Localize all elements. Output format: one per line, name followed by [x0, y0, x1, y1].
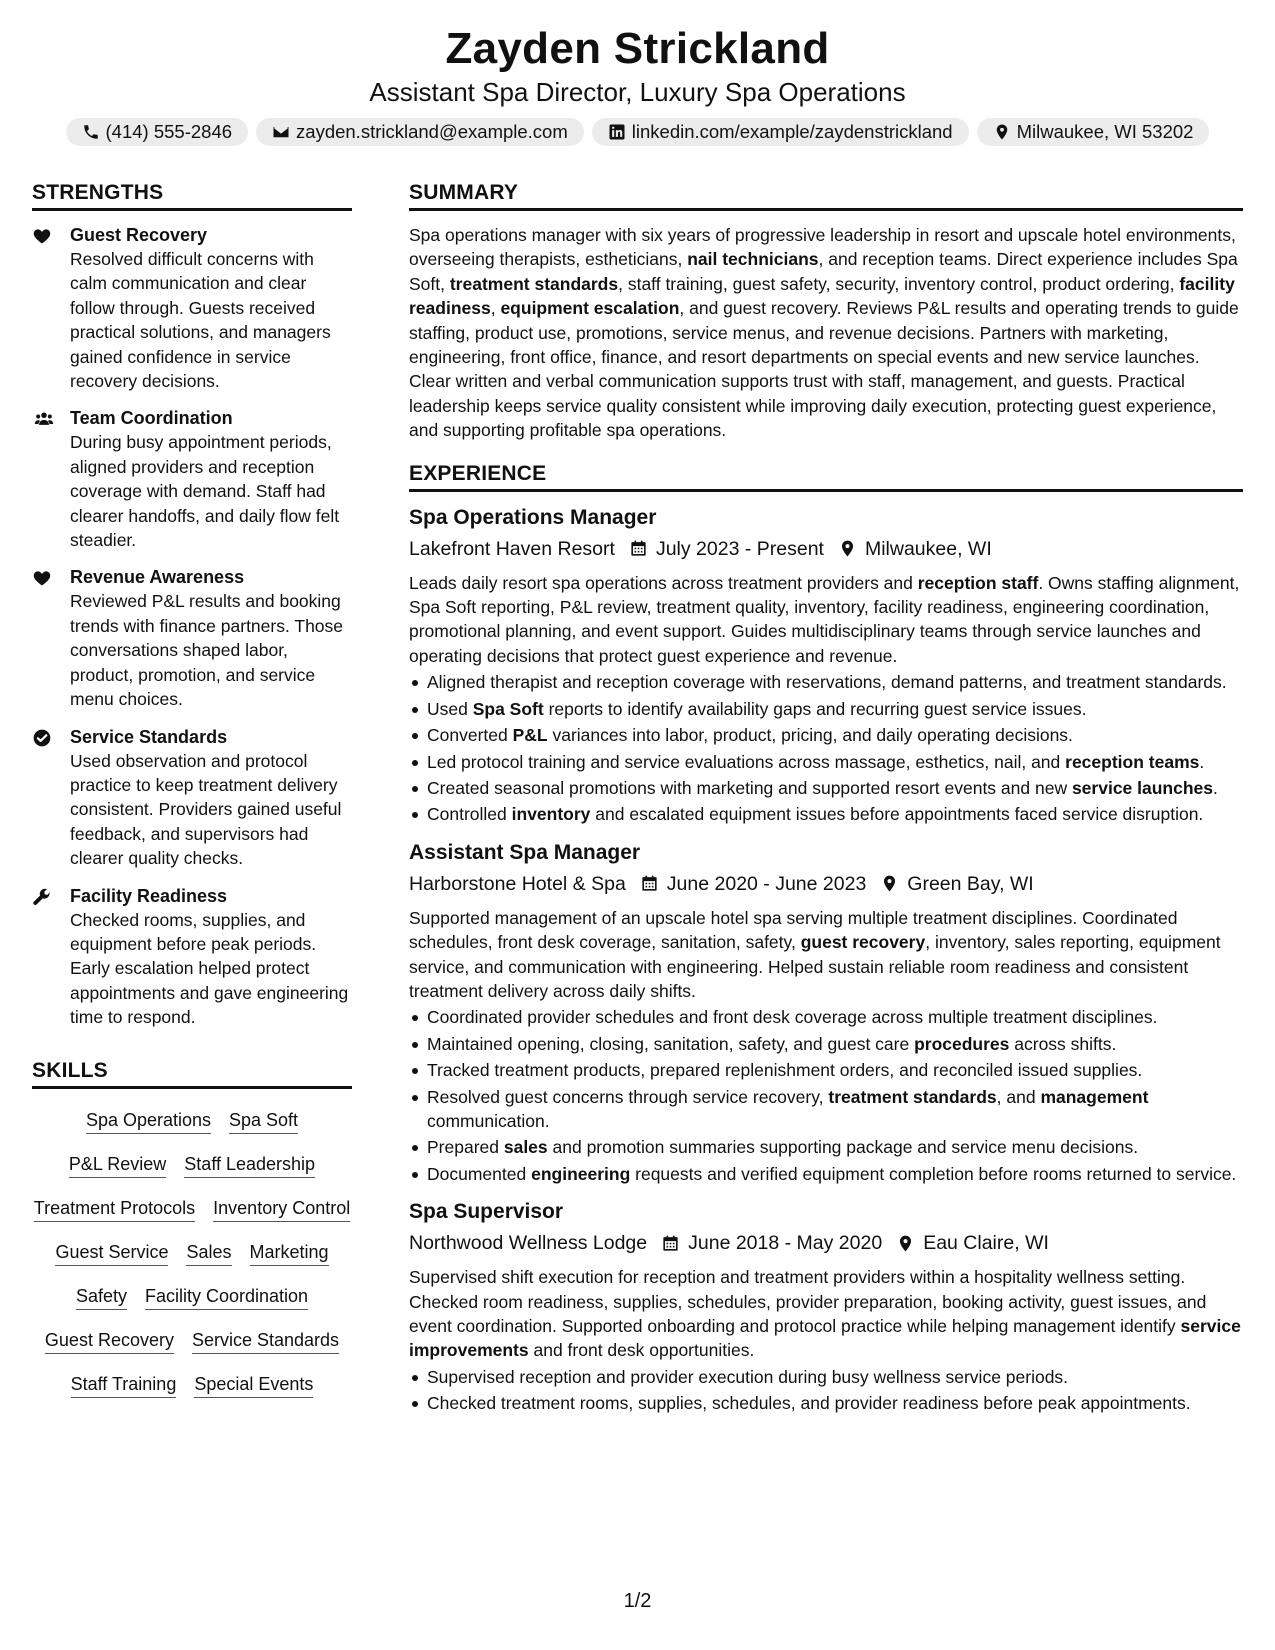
text-span: Supported management of an upscale hotel spa serving multiple treatment disciplines. Coordinated schedules, front desk coverage, sanitation, safety, — [409, 907, 1178, 953]
job-company: Lakefront Haven Resort — [409, 537, 615, 560]
bold-keyword: P&L — [512, 725, 548, 746]
text-span: Leads daily resort spa operations across treatment providers and — [409, 572, 918, 593]
bold-keyword: equipment escalation — [500, 298, 680, 319]
summary-heading: SUMMARY — [409, 178, 1243, 211]
text-span: Documented — [427, 1163, 532, 1184]
candidate-title: Assistant Spa Director, Luxury Spa Operations — [369, 77, 906, 107]
bold-keyword: reception staff — [917, 572, 1039, 593]
job-title: Spa Operations Manager — [409, 505, 657, 529]
job-entry — [409, 1198, 1243, 1415]
job-entry — [409, 839, 1243, 1186]
text-span: Prepared — [427, 1137, 504, 1158]
strength-text: During busy appointment periods, aligned providers and reception coverage with demand. Staff had clearer handoffs, and daily flow felt steadier. — [70, 432, 340, 551]
bold-keyword: management — [1040, 1086, 1149, 1107]
skill-tag: Facility Coordination — [145, 1283, 308, 1310]
job-location: Eau Claire, WI — [923, 1232, 1049, 1255]
map-pin-icon — [993, 123, 1011, 141]
text-span: . — [1213, 777, 1218, 798]
strength-item — [32, 884, 352, 1030]
strength-title: Service Standards — [70, 726, 228, 747]
summary-text — [409, 223, 1243, 443]
text-span: communication. — [427, 1110, 550, 1131]
contact-email[interactable] — [256, 118, 584, 146]
bold-keyword: nail technicians — [687, 249, 819, 270]
strength-title: Guest Recovery — [70, 225, 208, 245]
bullet-item — [409, 1005, 1243, 1029]
bullet-item — [409, 802, 1243, 826]
text-span: Used — [427, 698, 473, 719]
map-pin-icon — [838, 539, 857, 558]
bold-keyword: guest recovery — [800, 932, 926, 953]
bold-keyword: treatment standards — [449, 273, 619, 294]
text-span: . — [1199, 751, 1205, 772]
bold-keyword: service improvements — [409, 1316, 1241, 1361]
strength-text: Used observation and protocol practice to keep treatment delivery consistent. Providers gained useful feedback, and supervisors had clearer quality checks. — [70, 750, 342, 869]
bold-keyword: inventory — [511, 804, 591, 825]
skill-tag: Service Standards — [192, 1327, 339, 1354]
heart-icon — [32, 568, 52, 588]
text-span: and escalated equipment issues before appointments faced service disruption. — [590, 804, 1204, 825]
skill-tag: Spa Operations — [86, 1107, 211, 1134]
strength-item — [32, 406, 352, 552]
job-title: Assistant Spa Manager — [409, 840, 641, 864]
skill-tag: Inventory Control — [213, 1195, 350, 1222]
contact-phone-text: (414) 555-2846 — [105, 121, 233, 142]
bold-keyword: treatment standards — [828, 1086, 997, 1107]
skill-tag: Staff Leadership — [184, 1151, 315, 1178]
skill-tag: Guest Recovery — [45, 1327, 174, 1354]
job-meta — [409, 1229, 1243, 1257]
contact-location-text: Milwaukee, WI 53202 — [1016, 121, 1194, 142]
text-span: Supervised shift execution for reception and treatment providers within a hospitality wellness setting. Checked room readiness, supplies, schedules, provider preparation, booking activity, guest issues, and event coordination. Supported onboarding and protocol practice while helping management identify — [409, 1267, 1207, 1336]
bullet-item — [409, 697, 1243, 721]
strength-item — [32, 565, 352, 711]
skill-tag: Marketing — [250, 1239, 329, 1266]
contact-linkedin[interactable] — [592, 118, 969, 146]
skill-tag: Sales — [186, 1239, 231, 1266]
calendar-icon — [640, 874, 659, 893]
text-span: Converted — [427, 725, 513, 746]
strength-title: Revenue Awareness — [70, 567, 245, 588]
page-number: 1/2 — [623, 1590, 652, 1612]
skill-tag: Spa Soft — [229, 1107, 298, 1134]
contact-phone[interactable] — [66, 118, 249, 146]
resume-header — [0, 22, 1275, 146]
calendar-icon — [661, 1234, 680, 1253]
text-span: variances into labor, product, pricing, and daily operating decisions. — [547, 725, 1073, 746]
job-entry — [409, 504, 1243, 827]
map-pin-icon — [880, 874, 899, 893]
job-location: Green Bay, WI — [907, 872, 1034, 895]
map-pin-icon — [896, 1234, 915, 1253]
strengths-heading: STRENGTHS — [32, 178, 352, 211]
job-dates: June 2020 - June 2023 — [666, 872, 867, 895]
bullet-item — [409, 1162, 1243, 1186]
job-bullets — [409, 1005, 1243, 1186]
text-span: , and — [996, 1086, 1041, 1107]
wrench-icon — [32, 887, 52, 907]
text-span: , staff training, guest safety, security, inventory control, product ordering, — [618, 273, 1180, 294]
bullet-item — [409, 776, 1243, 800]
heart-icon — [32, 226, 52, 246]
phone-icon — [82, 123, 100, 141]
job-location: Milwaukee, WI — [864, 537, 992, 560]
skill-tag: Safety — [76, 1283, 127, 1310]
bullet-item — [409, 670, 1243, 694]
bold-keyword: facility readiness — [409, 273, 1235, 319]
users-icon — [32, 409, 56, 429]
text-span: requests and verified equipment completion before rooms returned to service. — [630, 1163, 1237, 1184]
text-span: Resolved guest concerns through service recovery, — [427, 1086, 829, 1107]
text-span: Aligned therapist and reception coverage with reservations, demand patterns, and treatment standards. — [427, 672, 1227, 693]
job-description — [409, 571, 1243, 669]
text-span: , — [490, 298, 501, 319]
bullet-item — [409, 750, 1243, 774]
text-span: across shifts. — [1009, 1033, 1117, 1054]
job-meta — [409, 870, 1243, 898]
text-span: , and reception teams. Direct experience includes Spa Soft, — [409, 249, 1238, 294]
job-company: Harborstone Hotel & Spa — [409, 872, 626, 895]
text-span: . Owns staffing alignment, Spa Soft reporting, P&L review, treatment quality, inventory, facility readiness, engineering coordination, promotional planning, and event support. Guides multidisciplinary teams through service launches and operating decisions that protect guest experience and revenue. — [409, 572, 1240, 666]
job-bullets — [409, 1365, 1243, 1416]
envelope-icon — [272, 123, 290, 141]
contact-linkedin-text: linkedin.com/example/zaydenstrickland — [631, 121, 953, 142]
skill-tag: P&L Review — [69, 1151, 166, 1178]
bold-keyword: engineering — [531, 1163, 631, 1184]
experience-list — [409, 504, 1243, 1416]
calendar-icon — [629, 539, 648, 558]
skill-tag: Guest Service — [55, 1239, 168, 1266]
skills-heading: SKILLS — [32, 1056, 352, 1089]
text-span: , and guest recovery. Reviews P&L results and operating trends to guide staffing, product use, promotions, service menus, and revenue decisions. Partners with marketing, engineering, front office, finance, and resort departments on special events and new service launches. Clear written and verbal communication supports trust with staff, management, and guests. Practical leadership keeps service quality consistent while improving daily execution, protecting guest experience, and supporting profitable spa operations. — [409, 298, 1239, 441]
skill-tag: Special Events — [194, 1371, 313, 1398]
contact-email-text: zayden.strickland@example.com — [296, 121, 568, 142]
bullet-item — [409, 1085, 1243, 1134]
bullet-item — [409, 1032, 1243, 1056]
text-span: reports to identify availability gaps and recurring guest service issues. — [543, 698, 1087, 719]
text-span: Coordinated provider schedules and front desk coverage across multiple treatment disciplines. — [427, 1007, 1158, 1028]
strength-item — [32, 223, 352, 393]
strength-title: Team Coordination — [70, 408, 233, 429]
job-bullets — [409, 670, 1243, 826]
bold-keyword: service launches — [1071, 777, 1214, 798]
strength-text: Reviewed P&L results and booking trends with finance partners. Those conversations shaped labor, product, promotion, and service menu choices. — [70, 591, 344, 710]
contact-location — [977, 118, 1210, 146]
bullet-item — [409, 1365, 1243, 1389]
bold-keyword: Spa Soft — [472, 698, 544, 719]
candidate-name: Zayden Strickland — [445, 24, 830, 73]
job-dates: June 2018 - May 2020 — [688, 1232, 883, 1255]
strength-text: Resolved difficult concerns with calm communication and clear follow through. Guests received practical solutions, and managers gained confidence in service recovery decisions. — [70, 249, 331, 392]
check-circle-icon — [32, 728, 52, 748]
text-span: Checked treatment rooms, supplies, schedules, and provider readiness before peak appointments. — [427, 1393, 1191, 1414]
text-span: Spa operations manager with six years of progressive leadership in resort and upscale hotel environments, overseeing therapists, estheticians, — [409, 225, 1236, 270]
text-span: and front desk opportunities. — [528, 1340, 755, 1361]
bold-keyword: reception teams — [1065, 751, 1200, 772]
strength-text: Checked rooms, supplies, and equipment before peak periods. Early escalation helped protect appointments and gave engineering time to respond. — [70, 909, 349, 1028]
job-company: Northwood Wellness Lodge — [409, 1232, 648, 1255]
text-span: Led protocol training and service evaluations across massage, esthetics, nail, and — [427, 751, 1066, 772]
text-span: Maintained opening, closing, sanitation, safety, and guest care — [427, 1033, 915, 1054]
text-span: Created seasonal promotions with marketing and supported resort events and new — [427, 777, 1072, 798]
skill-tag: Staff Training — [71, 1371, 177, 1398]
bullet-item — [409, 1058, 1243, 1082]
text-span: Supervised reception and provider execution during busy wellness service periods. — [427, 1366, 1069, 1387]
strength-title: Facility Readiness — [70, 885, 228, 906]
strength-item — [32, 725, 352, 871]
job-meta — [409, 535, 1243, 563]
bold-keyword: sales — [503, 1137, 548, 1158]
skills-section — [32, 1056, 352, 1398]
linkedin-icon — [608, 123, 626, 141]
text-span: Tracked treatment products, prepared replenishment orders, and reconciled issued supplies. — [427, 1060, 1143, 1081]
job-dates: July 2023 - Present — [655, 537, 824, 560]
bullet-item — [409, 723, 1243, 747]
bullet-item — [409, 1135, 1243, 1159]
bullet-item — [409, 1391, 1243, 1415]
text-span: Controlled — [427, 804, 512, 825]
bold-keyword: procedures — [914, 1033, 1010, 1054]
skills-list — [32, 1101, 352, 1398]
job-title: Spa Supervisor — [409, 1200, 564, 1224]
job-description — [409, 1265, 1243, 1363]
text-span: , inventory, sales reporting, equipment service, and communication with engineering. Helped sustain reliable room readiness and consistent treatment delivery across daily shifts. — [409, 932, 1221, 1001]
job-description — [409, 906, 1243, 1004]
skill-tag: Treatment Protocols — [34, 1195, 195, 1222]
contact-bar — [0, 118, 1275, 146]
text-span: and promotion summaries supporting package and service menu decisions. — [547, 1137, 1139, 1158]
left-column — [32, 178, 352, 1398]
experience-heading: EXPERIENCE — [409, 459, 1243, 492]
right-column — [409, 178, 1243, 1428]
